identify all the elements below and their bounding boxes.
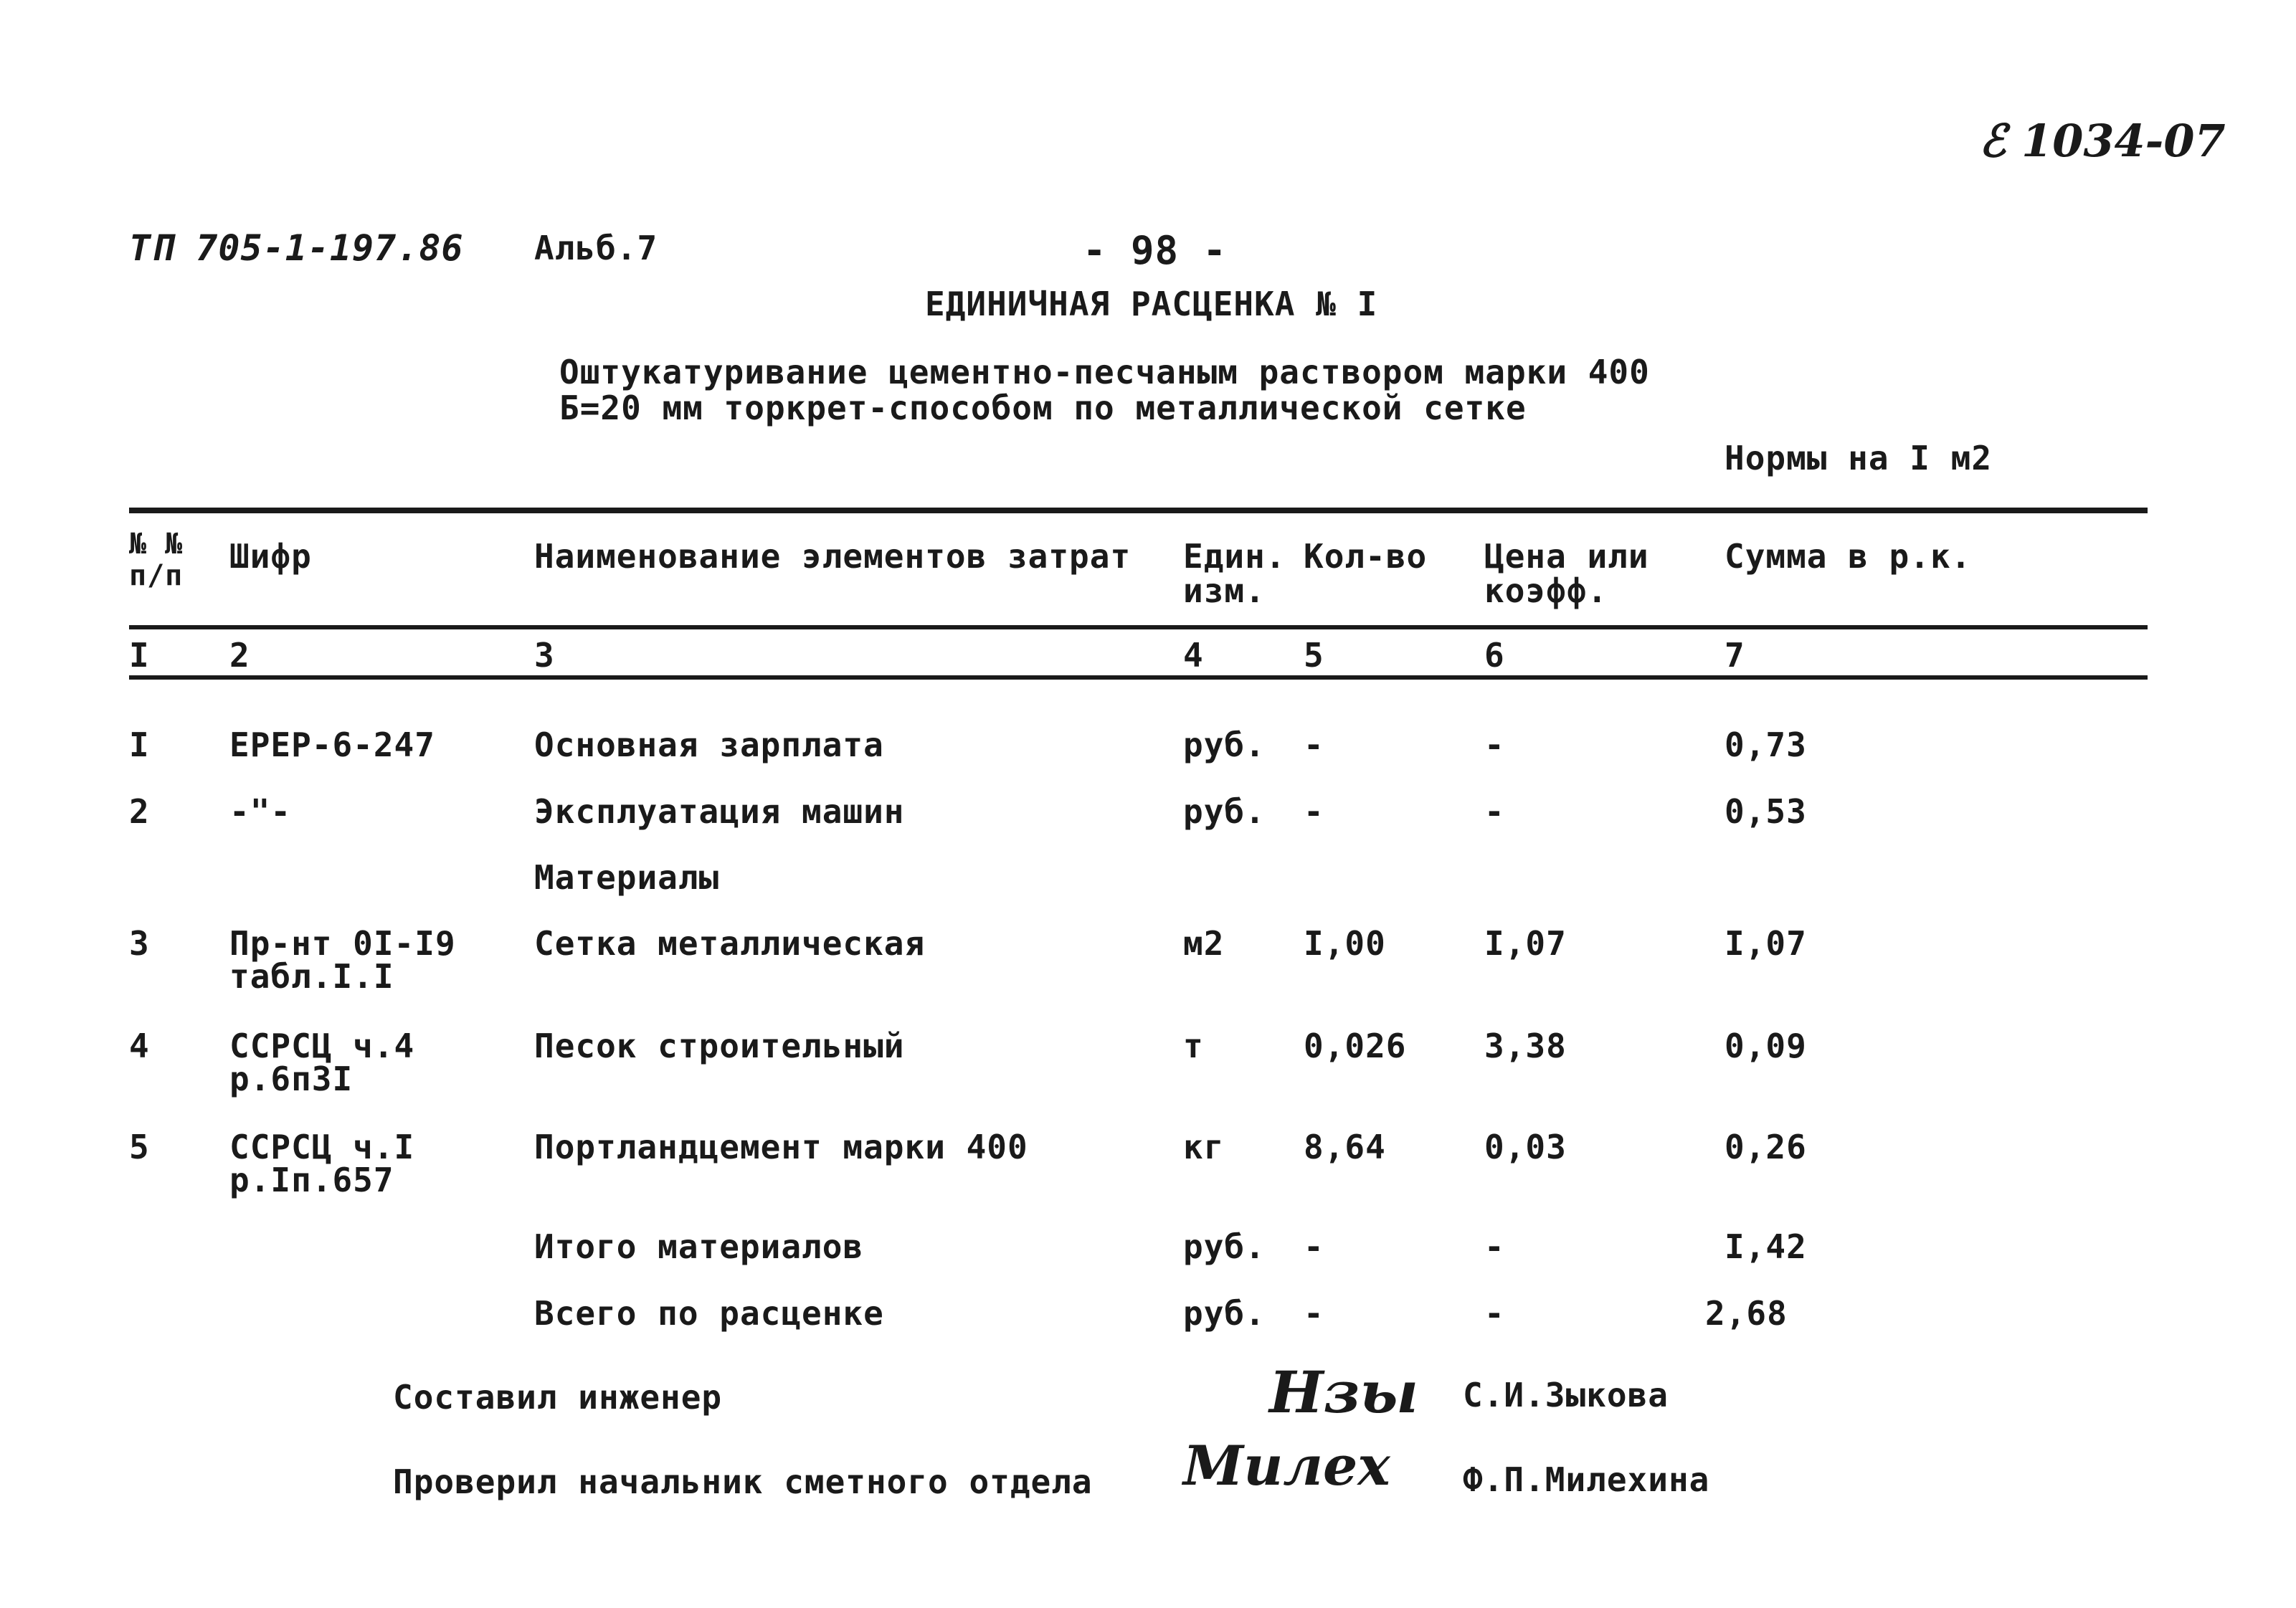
row-name: Сетка металлическая: [534, 924, 926, 963]
row-code-line2: р.6п3I: [229, 1060, 354, 1098]
col-number: 7: [1725, 636, 1745, 675]
document-number: ℰ 1034-07: [1979, 115, 2226, 167]
row-unit: руб.: [1183, 1294, 1266, 1333]
page-number: - 98 -: [1083, 228, 1228, 273]
row-qty: 0,026: [1304, 1027, 1407, 1065]
subtitle-line-1: Оштукатуривание цементно-песчаным раствором марки 400: [559, 353, 1650, 391]
row-price: 0,03: [1484, 1128, 1567, 1166]
col-number: I: [129, 636, 150, 675]
album-number: Альб.7: [534, 229, 658, 267]
row-code-line2: табл.I.I: [229, 957, 394, 996]
row-sum: 2,68: [1705, 1294, 1788, 1333]
composed-signature: Нзы: [1269, 1359, 1419, 1426]
row-qty: -: [1304, 792, 1324, 831]
header-price-l2: коэфф.: [1484, 571, 1608, 610]
row-number: 5: [129, 1128, 150, 1166]
checked-signature: Милех: [1183, 1434, 1390, 1498]
row-price: -: [1484, 1227, 1505, 1266]
row-sum: 0,73: [1725, 725, 1807, 764]
row-code: ЕРЕР-6-247: [229, 725, 435, 764]
row-unit: кг: [1183, 1128, 1225, 1166]
row-sum: I,42: [1725, 1227, 1807, 1266]
row-name: Всего по расценке: [534, 1294, 884, 1333]
checked-name: Ф.П.Милехина: [1463, 1460, 1710, 1499]
row-name: Портландцемент марки 400: [534, 1128, 1028, 1166]
row-unit: руб.: [1183, 1227, 1266, 1266]
row-qty: -: [1304, 1294, 1324, 1333]
row-unit: м2: [1183, 924, 1225, 963]
checked-label: Проверил начальник сметного отдела: [393, 1462, 1093, 1501]
row-code-line2: р.Iп.657: [229, 1161, 394, 1199]
row-code: -"-: [229, 792, 292, 831]
table-header-rule: [129, 625, 2148, 629]
row-number: I: [129, 725, 150, 764]
row-unit: руб.: [1183, 792, 1266, 831]
header-unit-l1: Един.: [1183, 537, 1286, 576]
row-qty: -: [1304, 725, 1324, 764]
project-code: ТП 705-1-197.86: [129, 227, 464, 269]
row-sum: I,07: [1725, 924, 1807, 963]
row-sum: 0,53: [1725, 792, 1807, 831]
header-unit-l2: изм.: [1183, 571, 1266, 610]
row-name: Эксплуатация машин: [534, 792, 905, 831]
composed-label: Составил инженер: [393, 1378, 723, 1417]
row-sum: 0,26: [1725, 1128, 1807, 1166]
row-price: -: [1484, 1294, 1505, 1333]
header-num-l1: № №: [129, 528, 184, 561]
row-number: 2: [129, 792, 150, 831]
col-number: 6: [1484, 636, 1505, 675]
table-numbers-rule: [129, 675, 2148, 680]
row-unit: т: [1183, 1027, 1204, 1065]
col-number: 2: [229, 636, 250, 675]
document-title: ЕДИНИЧНАЯ РАСЦЕНКА № I: [925, 285, 1378, 323]
section-label-materials: Материалы: [534, 858, 720, 897]
header-sum: Сумма в р.к.: [1725, 537, 1972, 576]
row-price: -: [1484, 792, 1505, 831]
row-qty: I,00: [1304, 924, 1386, 963]
row-unit: руб.: [1183, 725, 1266, 764]
row-price: -: [1484, 725, 1505, 764]
row-sum: 0,09: [1725, 1027, 1807, 1065]
row-number: 3: [129, 924, 150, 963]
row-price: 3,38: [1484, 1027, 1567, 1065]
header-name: Наименование элементов затрат: [534, 537, 1132, 576]
row-code: ССРСЦ ч.I: [229, 1128, 415, 1166]
header-qty: Кол-во: [1304, 537, 1428, 576]
row-qty: -: [1304, 1227, 1324, 1266]
row-name: Основная зарплата: [534, 725, 884, 764]
row-qty: 8,64: [1304, 1128, 1386, 1166]
norms-label: Нормы на I м2: [1725, 439, 1993, 477]
col-number: 4: [1183, 636, 1204, 675]
header-price-l1: Цена или: [1484, 537, 1649, 576]
row-price: I,07: [1484, 924, 1567, 963]
row-code: Пр-нт 0I-I9: [229, 924, 456, 963]
row-name: Песок строительный: [534, 1027, 905, 1065]
header-code: Шифр: [229, 537, 312, 576]
table-top-rule: [129, 508, 2148, 513]
subtitle-line-2: Б=20 мм торкрет-способом по металлической сетке: [559, 389, 1527, 427]
col-number: 5: [1304, 636, 1324, 675]
row-code: ССРСЦ ч.4: [229, 1027, 415, 1065]
composed-name: С.И.Зыкова: [1463, 1376, 1669, 1414]
col-number: 3: [534, 636, 555, 675]
row-name: Итого материалов: [534, 1227, 864, 1266]
row-number: 4: [129, 1027, 150, 1065]
header-num-l2: п/п: [129, 559, 184, 592]
